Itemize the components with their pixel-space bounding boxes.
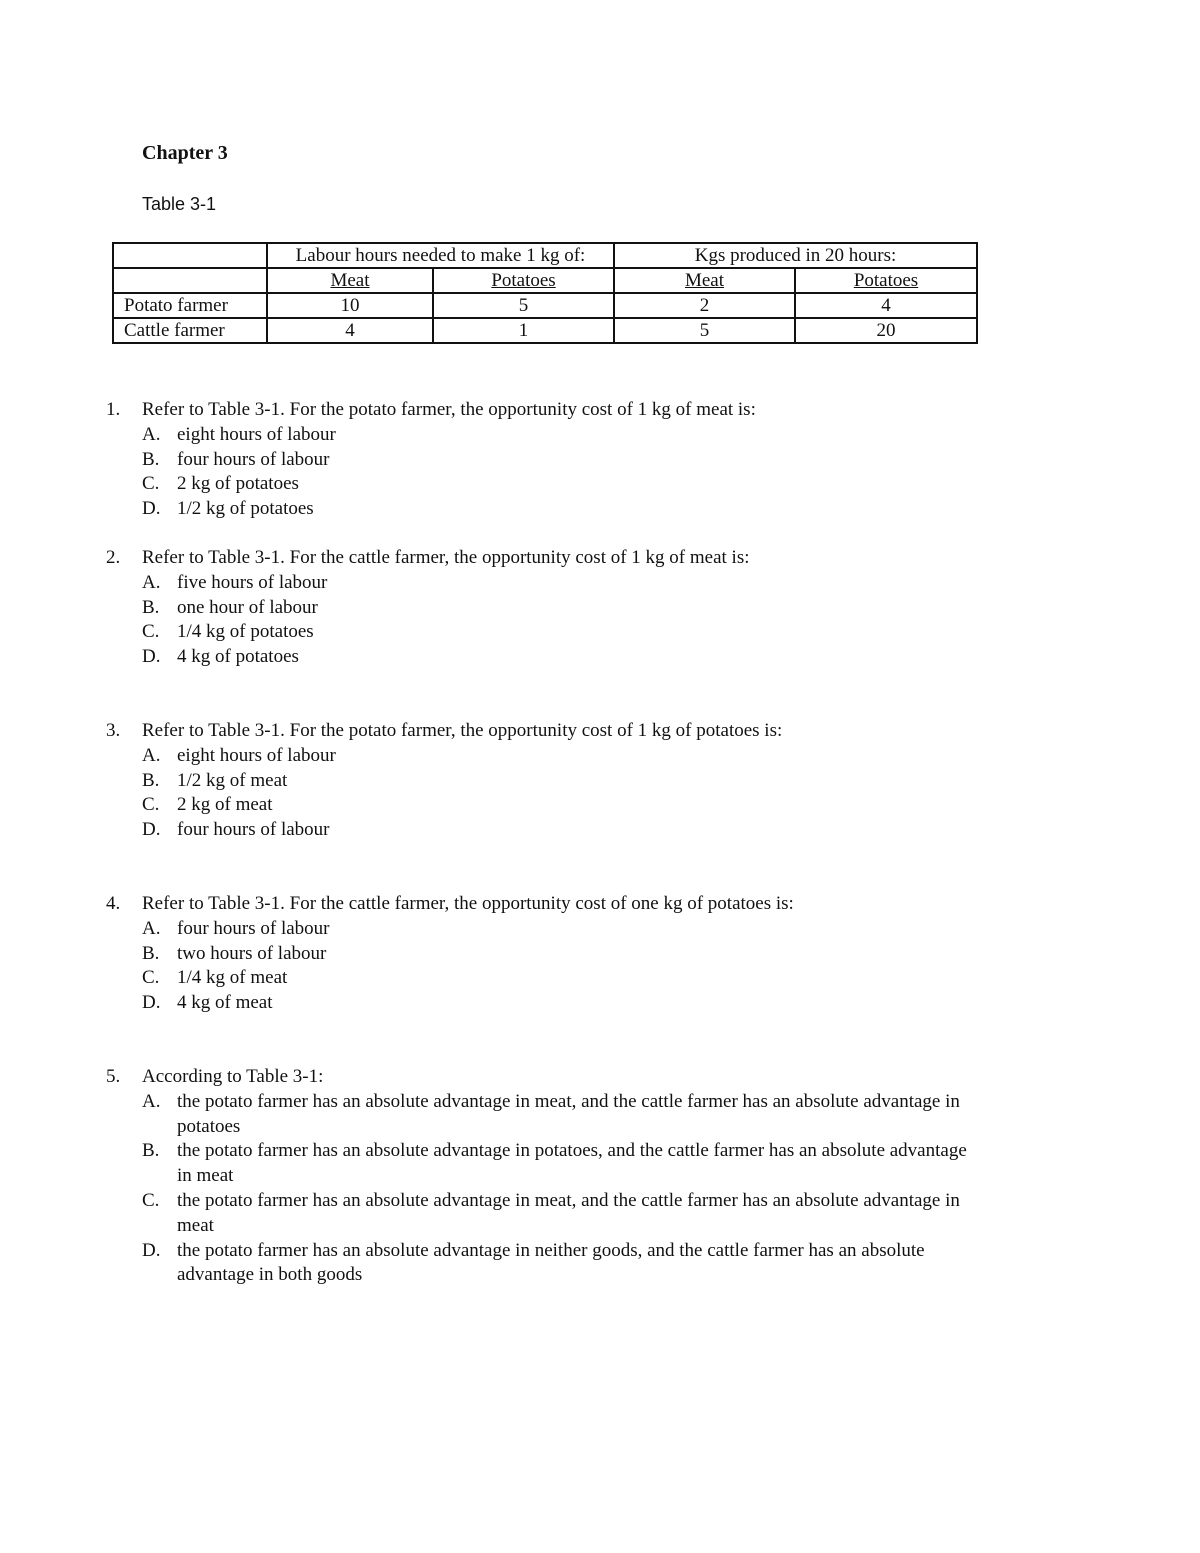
option-text: the potato farmer has an absolute advantage in meat, and the cattle farmer has an absolute advantage in meat bbox=[177, 1189, 960, 1236]
table-corner-cell bbox=[113, 243, 267, 268]
question-item bbox=[104, 398, 984, 522]
table-cell: 5 bbox=[433, 293, 614, 318]
option-letter: C. bbox=[142, 967, 160, 989]
option-item bbox=[142, 966, 984, 991]
option-text: eight hours of labour bbox=[177, 744, 336, 766]
question-stem: Refer to Table 3-1. For the cattle farmer, the opportunity cost of 1 kg of meat is: bbox=[142, 546, 750, 568]
option-text: four hours of labour bbox=[177, 448, 330, 470]
question-item bbox=[104, 892, 984, 1016]
option-text: two hours of labour bbox=[177, 942, 327, 964]
option-text: 1/2 kg of potatoes bbox=[177, 498, 314, 520]
option-item bbox=[142, 497, 984, 522]
option-item bbox=[142, 1090, 984, 1140]
option-letter: C. bbox=[142, 621, 160, 643]
table-group-header-kgs-produced: Kgs produced in 20 hours: bbox=[614, 243, 977, 268]
option-item bbox=[142, 645, 984, 670]
option-letter: B. bbox=[142, 1140, 160, 1162]
table-cell: 5 bbox=[614, 318, 795, 343]
option-item bbox=[142, 769, 984, 794]
option-item bbox=[142, 818, 984, 843]
option-text: 4 kg of meat bbox=[177, 992, 273, 1014]
question-number: 5. bbox=[106, 1065, 121, 1087]
option-text: the potato farmer has an absolute advantage in potatoes, and the cattle farmer has an absolute advantage in meat bbox=[177, 1140, 967, 1187]
table-row-label: Potato farmer bbox=[113, 293, 267, 318]
option-item bbox=[142, 917, 984, 942]
question-number: 1. bbox=[106, 399, 121, 420]
option-letter: D. bbox=[142, 646, 161, 668]
option-text: one hour of labour bbox=[177, 596, 318, 618]
option-item bbox=[142, 793, 984, 818]
option-item bbox=[142, 448, 984, 473]
option-text: four hours of labour bbox=[177, 819, 330, 841]
option-letter: C. bbox=[142, 794, 160, 816]
table-group-header-labour-hours: Labour hours needed to make 1 kg of: bbox=[267, 243, 614, 268]
table-cell: 1 bbox=[433, 318, 614, 343]
table-row-label: Cattle farmer bbox=[113, 318, 267, 343]
option-text: the potato farmer has an absolute advantage in neither goods, and the cattle farmer has an absolute advantage in both goods bbox=[177, 1239, 925, 1286]
option-letter: B. bbox=[142, 448, 160, 470]
option-item bbox=[142, 596, 984, 621]
option-text: the potato farmer has an absolute advantage in meat, and the cattle farmer has an absolute advantage in potatoes bbox=[177, 1090, 960, 1137]
option-item bbox=[142, 472, 984, 497]
option-list bbox=[142, 423, 984, 522]
option-list bbox=[142, 917, 984, 1016]
chapter-title: Chapter 3 bbox=[142, 142, 228, 164]
option-list bbox=[142, 744, 984, 843]
table-sub-header-cell: Potatoes bbox=[795, 268, 977, 293]
table-group-header-row bbox=[113, 243, 977, 268]
option-list bbox=[142, 571, 984, 670]
option-letter: A. bbox=[142, 571, 161, 593]
question-stem: According to Table 3-1: bbox=[142, 1065, 324, 1087]
option-text: four hours of labour bbox=[177, 917, 330, 939]
option-text: 2 kg of potatoes bbox=[177, 473, 299, 495]
question-stem: Refer to Table 3-1. For the potato farmer, the opportunity cost of 1 kg of meat is: bbox=[142, 399, 756, 420]
option-letter: A. bbox=[142, 744, 161, 766]
option-item bbox=[142, 1239, 984, 1289]
option-item bbox=[142, 991, 984, 1016]
option-letter: A. bbox=[142, 423, 161, 445]
option-text: eight hours of labour bbox=[177, 423, 336, 445]
option-letter: C. bbox=[142, 1189, 160, 1211]
option-letter: B. bbox=[142, 596, 160, 618]
option-text: 1/4 kg of potatoes bbox=[177, 621, 314, 643]
question-stem: Refer to Table 3-1. For the potato farmer, the opportunity cost of 1 kg of potatoes is: bbox=[142, 719, 783, 741]
option-list bbox=[142, 1090, 984, 1288]
table-sub-header-row bbox=[113, 268, 977, 293]
question-list bbox=[104, 398, 984, 1288]
table-row bbox=[113, 318, 977, 343]
table-cell: 4 bbox=[267, 318, 433, 343]
option-letter: B. bbox=[142, 769, 160, 791]
option-item bbox=[142, 571, 984, 596]
option-item bbox=[142, 423, 984, 448]
table-cell: 2 bbox=[614, 293, 795, 318]
option-letter: D. bbox=[142, 1239, 161, 1261]
table-caption: Table 3-1 bbox=[142, 194, 217, 214]
option-text: 1/4 kg of meat bbox=[177, 967, 288, 989]
question-item bbox=[104, 719, 984, 843]
question-item bbox=[104, 546, 984, 670]
option-item bbox=[142, 744, 984, 769]
option-letter: A. bbox=[142, 1090, 161, 1112]
table-sub-header-cell: Potatoes bbox=[433, 268, 614, 293]
question-number: 4. bbox=[106, 892, 121, 914]
option-text: 4 kg of potatoes bbox=[177, 646, 299, 668]
option-letter: B. bbox=[142, 942, 160, 964]
option-letter: D. bbox=[142, 819, 161, 841]
option-item bbox=[142, 942, 984, 967]
question-number: 3. bbox=[106, 719, 121, 741]
table-sub-header-cell: Meat bbox=[267, 268, 433, 293]
question-item bbox=[104, 1065, 984, 1288]
option-letter: C. bbox=[142, 473, 160, 495]
option-text: 2 kg of meat bbox=[177, 794, 273, 816]
option-item bbox=[142, 1139, 984, 1189]
question-stem: Refer to Table 3-1. For the cattle farmer, the opportunity cost of one kg of potatoes is: bbox=[142, 892, 794, 914]
option-letter: A. bbox=[142, 917, 161, 939]
table-sub-header-cell: Meat bbox=[614, 268, 795, 293]
table-cell: 4 bbox=[795, 293, 977, 318]
option-text: five hours of labour bbox=[177, 571, 328, 593]
option-item bbox=[142, 1189, 984, 1239]
production-table bbox=[112, 242, 978, 344]
option-letter: D. bbox=[142, 498, 161, 520]
question-number: 2. bbox=[106, 546, 121, 568]
option-text: 1/2 kg of meat bbox=[177, 769, 288, 791]
option-item bbox=[142, 620, 984, 645]
table-row bbox=[113, 293, 977, 318]
table-cell: 20 bbox=[795, 318, 977, 343]
option-letter: D. bbox=[142, 992, 161, 1014]
table-empty-cell bbox=[113, 268, 267, 293]
table-cell: 10 bbox=[267, 293, 433, 318]
